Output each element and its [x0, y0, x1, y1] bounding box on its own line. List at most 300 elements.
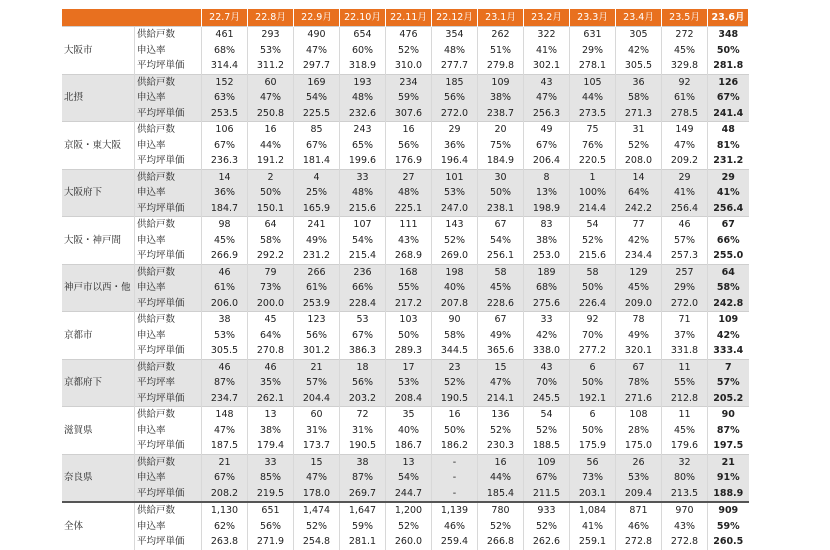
value-cell: 175.9: [570, 438, 616, 454]
value-cell: 54: [524, 407, 570, 423]
value-cell: 780: [478, 502, 524, 519]
value-cell: 1,084: [570, 502, 616, 519]
table-row: [62, 185, 749, 201]
value-cell: 196.4: [432, 153, 478, 169]
value-cell: 106: [202, 122, 248, 138]
value-cell: 190.5: [340, 438, 386, 454]
value-cell: 58: [478, 264, 524, 280]
value-cell: 18: [340, 359, 386, 375]
value-cell: 169: [294, 74, 340, 90]
value-cell: 322: [524, 27, 570, 43]
value-cell: 136: [478, 407, 524, 423]
value-cell: 56%: [432, 90, 478, 106]
value-cell: 55%: [662, 375, 708, 391]
value-cell: 212.8: [662, 391, 708, 407]
value-cell: 53%: [386, 375, 432, 391]
value-cell: 29: [708, 169, 749, 185]
value-cell: 52%: [570, 233, 616, 249]
value-cell: 14: [616, 169, 662, 185]
value-cell: 48%: [432, 43, 478, 59]
value-cell: 61%: [202, 280, 248, 296]
value-cell: 103: [386, 312, 432, 328]
value-cell: 49%: [616, 328, 662, 344]
month-header: 23.5月: [662, 9, 708, 27]
value-cell: 213.5: [662, 486, 708, 503]
value-cell: 56: [570, 454, 616, 470]
metric-label: 供給戸数: [135, 74, 202, 90]
value-cell: 47%: [524, 90, 570, 106]
value-cell: 48%: [386, 185, 432, 201]
value-cell: 278.1: [570, 58, 616, 74]
value-cell: 271.6: [616, 391, 662, 407]
value-cell: 105: [570, 74, 616, 90]
value-cell: 123: [294, 312, 340, 328]
metric-label: 申込率: [135, 470, 202, 486]
value-cell: 50%: [570, 423, 616, 439]
month-header: 23.4月: [616, 9, 662, 27]
value-cell: 109: [708, 312, 749, 328]
value-cell: 75%: [478, 138, 524, 154]
value-cell: 176.9: [386, 153, 432, 169]
value-cell: 78: [616, 312, 662, 328]
value-cell: 203.2: [340, 391, 386, 407]
value-cell: 92: [662, 74, 708, 90]
value-cell: 11: [662, 359, 708, 375]
value-cell: 209.0: [616, 296, 662, 312]
value-cell: 42%: [708, 328, 749, 344]
value-cell: 16: [432, 407, 478, 423]
value-cell: 338.0: [524, 343, 570, 359]
value-cell: 54: [570, 217, 616, 233]
value-cell: 241.4: [708, 106, 749, 122]
table-row: [62, 58, 749, 74]
value-cell: 255.0: [708, 248, 749, 264]
region-label: 京阪・東大阪: [62, 122, 135, 170]
value-cell: 15: [478, 359, 524, 375]
value-cell: 76%: [570, 138, 616, 154]
table-row: [62, 343, 749, 359]
value-cell: 52%: [294, 519, 340, 535]
value-cell: 38: [340, 454, 386, 470]
value-cell: 244.7: [386, 486, 432, 503]
value-cell: 81%: [708, 138, 749, 154]
value-cell: 58: [570, 264, 616, 280]
table-row: [62, 359, 749, 375]
value-cell: 289.3: [386, 343, 432, 359]
value-cell: 44%: [478, 470, 524, 486]
value-cell: 37%: [662, 328, 708, 344]
value-cell: 38%: [248, 423, 294, 439]
value-cell: 53%: [202, 328, 248, 344]
value-cell: 101: [432, 169, 478, 185]
value-cell: 67: [478, 217, 524, 233]
value-cell: 314.4: [202, 58, 248, 74]
table-row: [62, 106, 749, 122]
value-cell: 54%: [386, 470, 432, 486]
value-cell: 49%: [478, 328, 524, 344]
value-cell: 50%: [478, 185, 524, 201]
value-cell: 47%: [202, 423, 248, 439]
value-cell: 31: [616, 122, 662, 138]
value-cell: 75: [570, 122, 616, 138]
value-cell: 179.6: [662, 438, 708, 454]
value-cell: 52%: [386, 519, 432, 535]
value-cell: 271.9: [248, 534, 294, 550]
value-cell: 109: [478, 74, 524, 90]
value-cell: 38%: [478, 90, 524, 106]
metric-label: 平均坪率: [135, 375, 202, 391]
value-cell: 129: [616, 264, 662, 280]
value-cell: 310.0: [386, 58, 432, 74]
value-cell: 62%: [202, 519, 248, 535]
metric-label: 平均坪単価: [135, 201, 202, 217]
value-cell: 292.2: [248, 248, 294, 264]
value-cell: 51%: [478, 43, 524, 59]
value-cell: 87%: [202, 375, 248, 391]
metric-label: 申込率: [135, 328, 202, 344]
value-cell: 54%: [478, 233, 524, 249]
value-cell: 253.5: [202, 106, 248, 122]
value-cell: 6: [570, 359, 616, 375]
metric-label: 平均坪単価: [135, 534, 202, 550]
metric-label: 申込率: [135, 138, 202, 154]
value-cell: 187.5: [202, 438, 248, 454]
value-cell: 175.0: [616, 438, 662, 454]
value-cell: 61%: [662, 90, 708, 106]
metric-label: 平均坪単価: [135, 391, 202, 407]
value-cell: 43%: [386, 233, 432, 249]
value-cell: 77: [616, 217, 662, 233]
region-group: [62, 407, 749, 455]
value-cell: 254.8: [294, 534, 340, 550]
value-cell: 232.6: [340, 106, 386, 122]
region-label: 滋賀県: [62, 407, 135, 455]
value-cell: 91%: [708, 470, 749, 486]
value-cell: 16: [478, 454, 524, 470]
value-cell: 192.1: [570, 391, 616, 407]
value-cell: 209.4: [616, 486, 662, 503]
value-cell: 70%: [524, 375, 570, 391]
value-cell: 143: [432, 217, 478, 233]
value-cell: 52%: [616, 138, 662, 154]
value-cell: 40%: [386, 423, 432, 439]
value-cell: 49: [524, 122, 570, 138]
value-cell: 344.5: [432, 343, 478, 359]
value-cell: 67%: [294, 138, 340, 154]
metric-label: 申込率: [135, 185, 202, 201]
value-cell: 46: [202, 264, 248, 280]
value-cell: 47%: [294, 43, 340, 59]
value-cell: 60: [294, 407, 340, 423]
value-cell: 281.1: [340, 534, 386, 550]
value-cell: 259.4: [432, 534, 478, 550]
value-cell: 46%: [616, 519, 662, 535]
value-cell: 26: [616, 454, 662, 470]
value-cell: 65%: [340, 138, 386, 154]
value-cell: 150.1: [248, 201, 294, 217]
value-cell: 262.1: [248, 391, 294, 407]
region-group: [62, 264, 749, 312]
value-cell: 256.4: [662, 201, 708, 217]
value-cell: 1: [570, 169, 616, 185]
table-row: [62, 391, 749, 407]
value-cell: 90: [708, 407, 749, 423]
value-cell: 48%: [340, 185, 386, 201]
value-cell: 253.9: [294, 296, 340, 312]
table-row: [62, 280, 749, 296]
value-cell: 179.4: [248, 438, 294, 454]
value-cell: 305.5: [616, 58, 662, 74]
value-cell: 58%: [708, 280, 749, 296]
region-group: [62, 359, 749, 407]
month-header: 23.6月: [708, 9, 749, 27]
value-cell: 933: [524, 502, 570, 519]
value-cell: 50%: [570, 375, 616, 391]
metric-label: 申込率: [135, 233, 202, 249]
value-cell: 386.3: [340, 343, 386, 359]
region-label: 全体: [62, 502, 135, 550]
value-cell: 260.0: [386, 534, 432, 550]
value-cell: 253.0: [524, 248, 570, 264]
value-cell: 36: [616, 74, 662, 90]
value-cell: 33: [248, 454, 294, 470]
value-cell: 1,647: [340, 502, 386, 519]
metric-label: 供給戸数: [135, 27, 202, 43]
value-cell: 29%: [570, 43, 616, 59]
value-cell: 67%: [524, 470, 570, 486]
value-cell: 80%: [662, 470, 708, 486]
metric-label: 平均坪単価: [135, 343, 202, 359]
value-cell: 215.6: [340, 201, 386, 217]
value-cell: 41%: [708, 185, 749, 201]
value-cell: 52%: [478, 519, 524, 535]
value-cell: 48: [708, 122, 749, 138]
value-cell: 45: [248, 312, 294, 328]
value-cell: 148: [202, 407, 248, 423]
table-row: [62, 375, 749, 391]
value-cell: 320.1: [616, 343, 662, 359]
value-cell: 165.9: [294, 201, 340, 217]
value-cell: 185: [432, 74, 478, 90]
value-cell: 305.5: [202, 343, 248, 359]
value-cell: 45%: [662, 43, 708, 59]
value-cell: 28%: [616, 423, 662, 439]
value-cell: 214.4: [570, 201, 616, 217]
value-cell: 331.8: [662, 343, 708, 359]
value-cell: 307.6: [386, 106, 432, 122]
value-cell: 90: [432, 312, 478, 328]
value-cell: 189: [524, 264, 570, 280]
value-cell: 109: [524, 454, 570, 470]
region-label: 大阪・神戸間: [62, 217, 135, 265]
value-cell: 198.9: [524, 201, 570, 217]
value-cell: 50%: [708, 43, 749, 59]
value-cell: 188.5: [524, 438, 570, 454]
value-cell: 59%: [708, 519, 749, 535]
value-cell: 273.5: [570, 106, 616, 122]
value-cell: 36%: [432, 138, 478, 154]
value-cell: -: [432, 454, 478, 470]
table-row: [62, 74, 749, 90]
value-cell: 270.8: [248, 343, 294, 359]
value-cell: 55%: [386, 280, 432, 296]
value-cell: 42%: [524, 328, 570, 344]
value-cell: 44%: [248, 138, 294, 154]
value-cell: 21: [202, 454, 248, 470]
market-data-table: [62, 9, 749, 550]
value-cell: 43%: [662, 519, 708, 535]
region-label: 神戸市以西・他: [62, 264, 135, 312]
value-cell: 87%: [708, 423, 749, 439]
value-cell: 178.0: [294, 486, 340, 503]
value-cell: 57%: [294, 375, 340, 391]
table-row: [62, 90, 749, 106]
value-cell: 191.2: [248, 153, 294, 169]
value-cell: 73%: [248, 280, 294, 296]
value-cell: 226.4: [570, 296, 616, 312]
value-cell: 272.8: [662, 534, 708, 550]
value-cell: 100%: [570, 185, 616, 201]
value-cell: 29%: [662, 280, 708, 296]
table-row: [62, 438, 749, 454]
value-cell: 48%: [340, 90, 386, 106]
table-row: [62, 122, 749, 138]
value-cell: 44%: [570, 90, 616, 106]
value-cell: 266.9: [202, 248, 248, 264]
value-cell: 231.2: [294, 248, 340, 264]
table-row: [62, 233, 749, 249]
region-group: [62, 169, 749, 217]
value-cell: 272.0: [662, 296, 708, 312]
value-cell: 279.8: [478, 58, 524, 74]
value-cell: 58%: [616, 90, 662, 106]
value-cell: 52%: [386, 43, 432, 59]
value-cell: 272: [662, 27, 708, 43]
value-cell: 277.7: [432, 58, 478, 74]
value-cell: 631: [570, 27, 616, 43]
value-cell: 333.4: [708, 343, 749, 359]
value-cell: 36%: [202, 185, 248, 201]
value-cell: 92: [570, 312, 616, 328]
value-cell: 47%: [662, 138, 708, 154]
value-cell: 217.2: [386, 296, 432, 312]
value-cell: 43: [524, 359, 570, 375]
value-cell: 242.2: [616, 201, 662, 217]
region-group: [62, 122, 749, 170]
metric-label: 供給戸数: [135, 264, 202, 280]
month-header: 23.1月: [478, 9, 524, 27]
table-row: [62, 519, 749, 535]
value-cell: 46: [662, 217, 708, 233]
header-corner: [62, 9, 202, 27]
table-row: [62, 169, 749, 185]
value-cell: 21: [708, 454, 749, 470]
table-row: [62, 153, 749, 169]
value-cell: 58%: [248, 233, 294, 249]
value-cell: 199.6: [340, 153, 386, 169]
value-cell: 64%: [248, 328, 294, 344]
value-cell: 64: [248, 217, 294, 233]
region-group: [62, 217, 749, 265]
value-cell: 52%: [524, 423, 570, 439]
table-row: [62, 486, 749, 503]
value-cell: 57%: [708, 375, 749, 391]
table-row: [62, 264, 749, 280]
table-row: [62, 201, 749, 217]
value-cell: 234.7: [202, 391, 248, 407]
value-cell: 2: [248, 169, 294, 185]
value-cell: 42%: [616, 233, 662, 249]
value-cell: 970: [662, 502, 708, 519]
table-row: [62, 27, 749, 43]
metric-label: 供給戸数: [135, 169, 202, 185]
value-cell: 277.2: [570, 343, 616, 359]
value-cell: 269.7: [340, 486, 386, 503]
value-cell: 66%: [708, 233, 749, 249]
value-cell: 152: [202, 74, 248, 90]
value-cell: 206.0: [202, 296, 248, 312]
value-cell: 262: [478, 27, 524, 43]
month-header: 22.7月: [202, 9, 248, 27]
value-cell: 256.4: [708, 201, 749, 217]
metric-label: 平均坪単価: [135, 106, 202, 122]
value-cell: 57%: [662, 233, 708, 249]
value-cell: 16: [386, 122, 432, 138]
value-cell: 50%: [570, 280, 616, 296]
value-cell: 85: [294, 122, 340, 138]
value-cell: 111: [386, 217, 432, 233]
value-cell: 4: [294, 169, 340, 185]
value-cell: 47%: [478, 375, 524, 391]
value-cell: 13: [386, 454, 432, 470]
value-cell: 53%: [432, 185, 478, 201]
value-cell: 47%: [248, 90, 294, 106]
value-cell: 78%: [616, 375, 662, 391]
value-cell: 52%: [524, 519, 570, 535]
value-cell: 214.1: [478, 391, 524, 407]
value-cell: 32: [662, 454, 708, 470]
value-cell: 238.1: [478, 201, 524, 217]
value-cell: 236: [340, 264, 386, 280]
value-cell: 27: [386, 169, 432, 185]
value-cell: 365.6: [478, 343, 524, 359]
value-cell: 219.5: [248, 486, 294, 503]
value-cell: 40%: [432, 280, 478, 296]
metric-label: 申込率: [135, 423, 202, 439]
value-cell: 45%: [202, 233, 248, 249]
value-cell: 168: [386, 264, 432, 280]
metric-label: 平均坪単価: [135, 248, 202, 264]
value-cell: 63%: [202, 90, 248, 106]
value-cell: 305: [616, 27, 662, 43]
value-cell: 67: [708, 217, 749, 233]
value-cell: 64%: [616, 185, 662, 201]
month-header: 22.9月: [294, 9, 340, 27]
value-cell: 263.8: [202, 534, 248, 550]
value-cell: 203.1: [570, 486, 616, 503]
value-cell: 56%: [340, 375, 386, 391]
value-cell: 67%: [708, 90, 749, 106]
value-cell: 490: [294, 27, 340, 43]
value-cell: 266.8: [478, 534, 524, 550]
value-cell: 186.2: [432, 438, 478, 454]
value-cell: 15: [294, 454, 340, 470]
region-group: [62, 454, 749, 502]
value-cell: 257.3: [662, 248, 708, 264]
value-cell: 234: [386, 74, 432, 90]
value-cell: 220.5: [570, 153, 616, 169]
value-cell: 871: [616, 502, 662, 519]
